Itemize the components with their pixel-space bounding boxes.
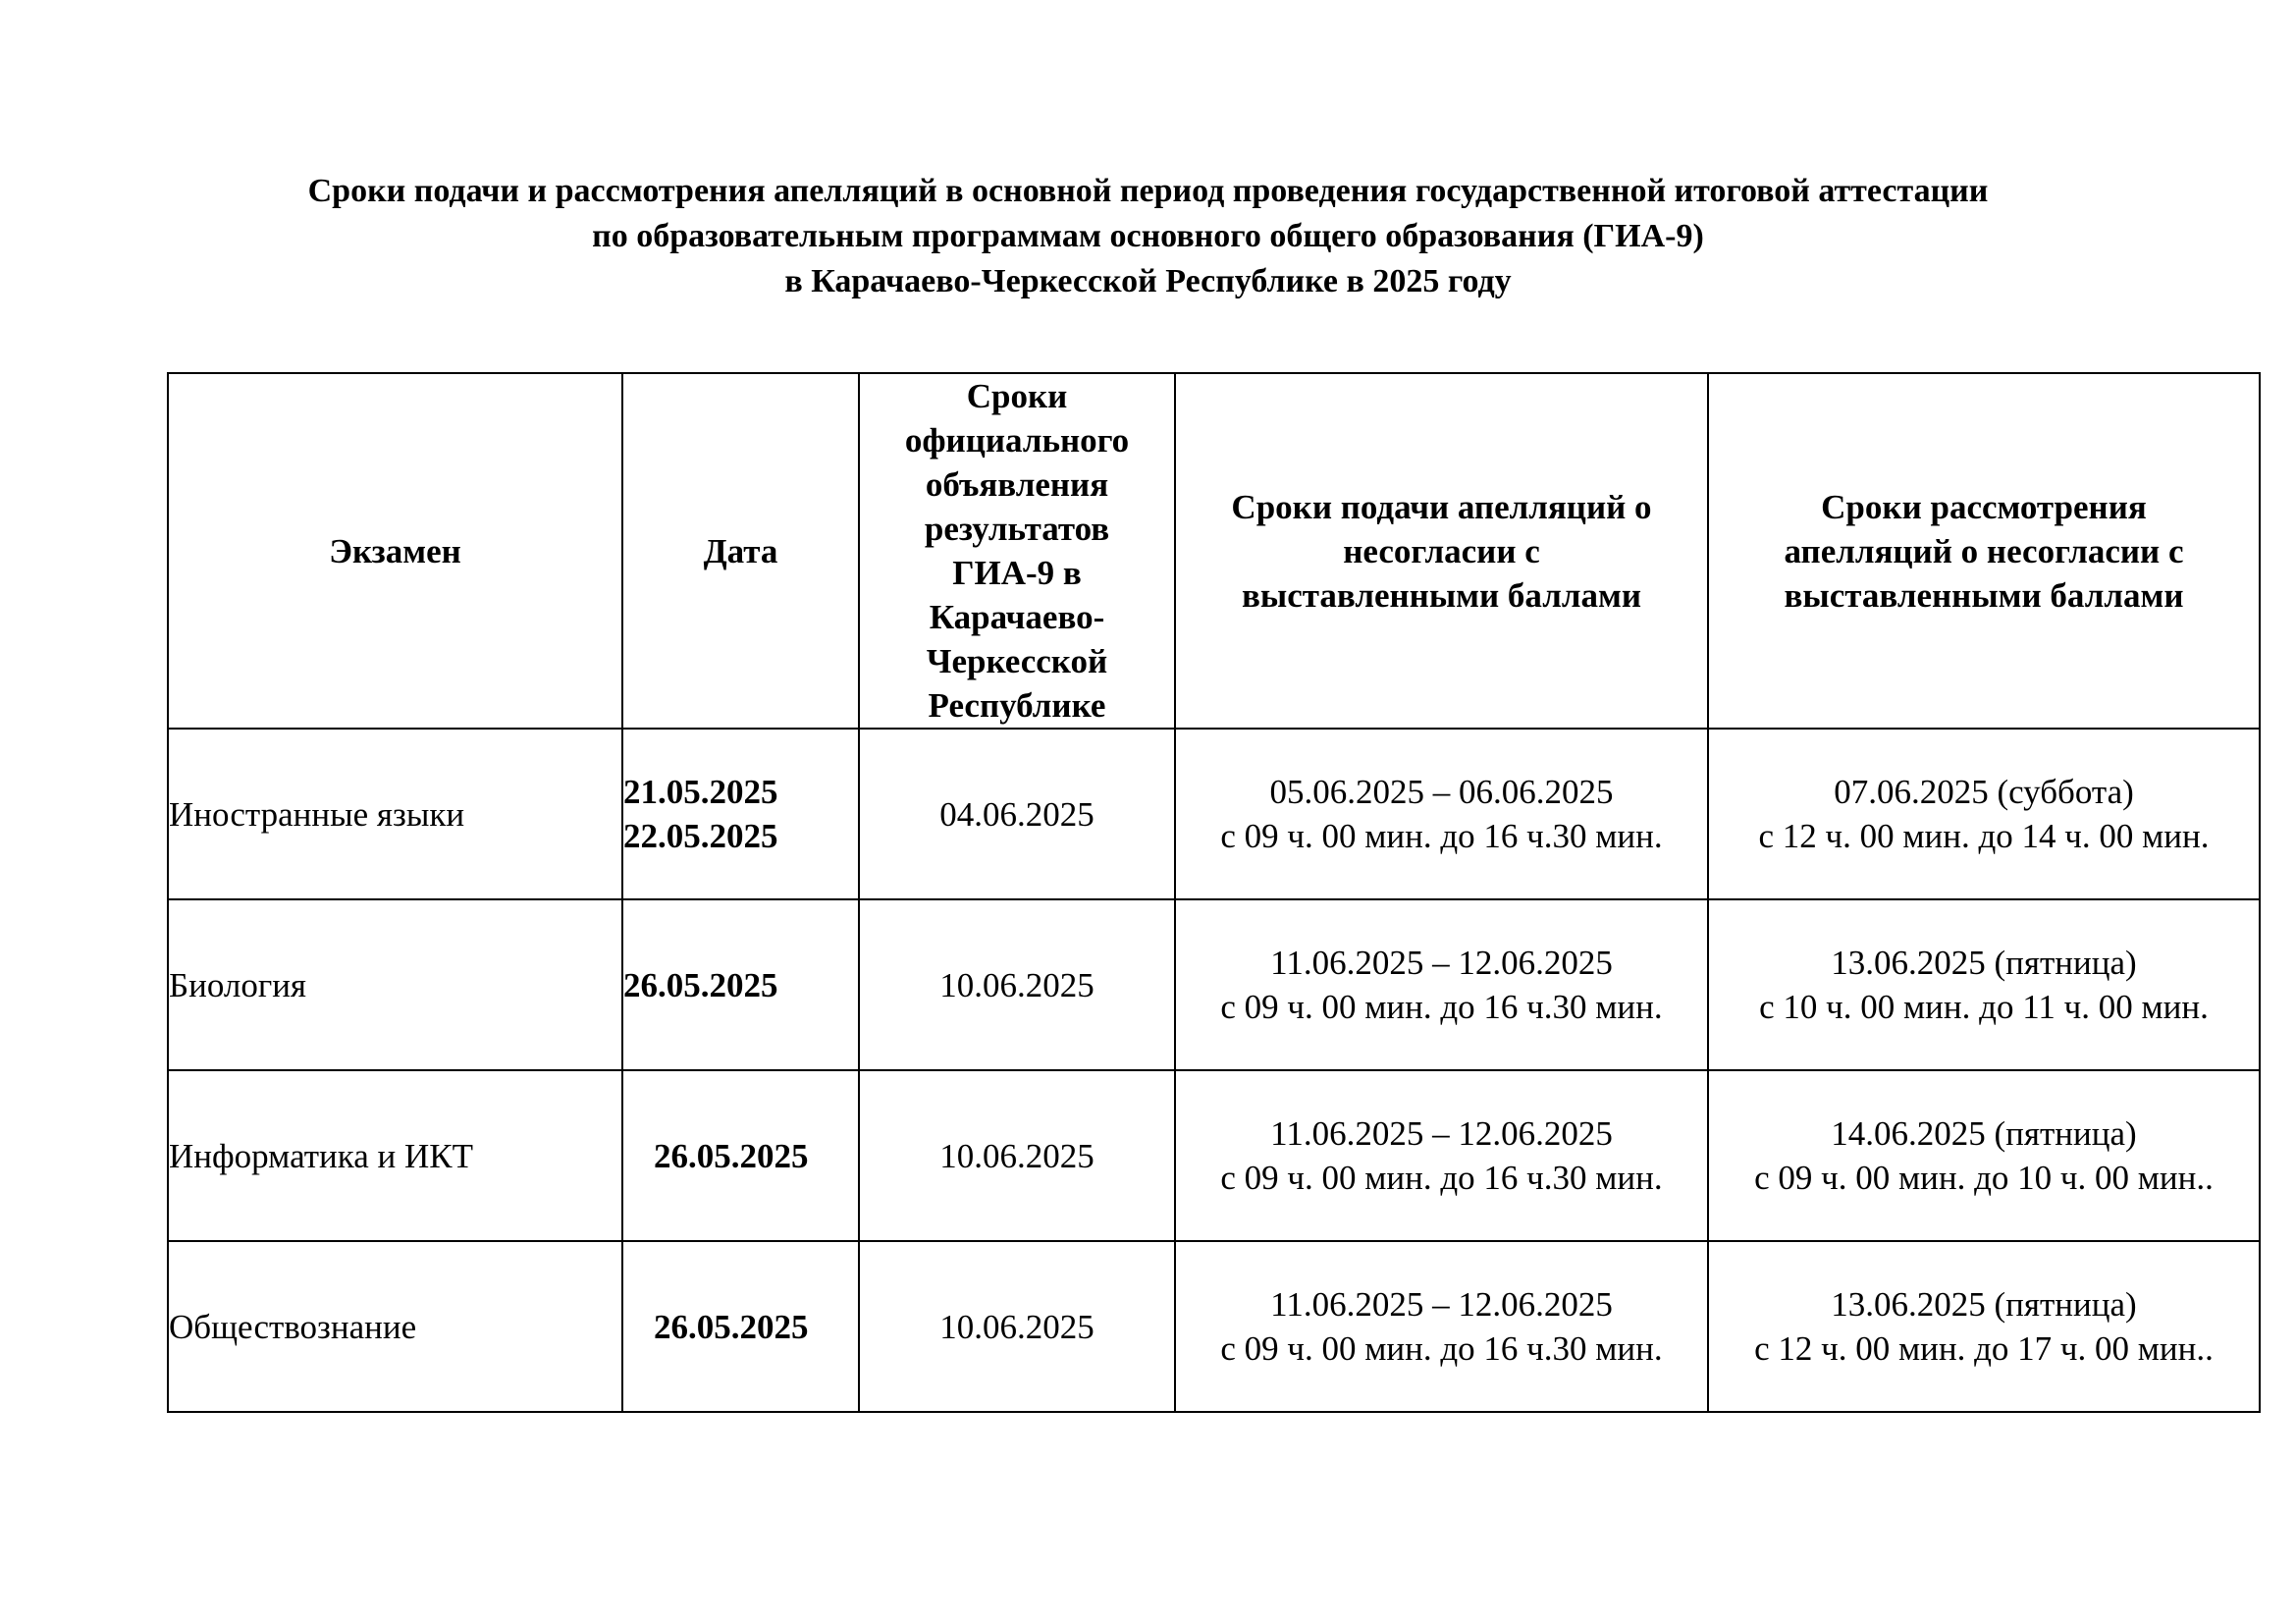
header-line: Республике (928, 686, 1106, 725)
submission-dates: 11.06.2025 – 12.06.2025 (1270, 944, 1613, 982)
review-cell (1708, 1070, 2260, 1241)
header-line: Сроки (966, 377, 1068, 415)
exam-date: 21.05.2025 (623, 773, 778, 811)
submission-dates: 11.06.2025 – 12.06.2025 (1270, 1114, 1613, 1153)
submission-hours: с 09 ч. 00 мин. до 16 ч.30 мин. (1220, 1159, 1663, 1197)
submission-cell (1175, 899, 1708, 1070)
table-row (168, 1241, 2260, 1412)
exam-cell: Биология (168, 899, 622, 1070)
date-cell (622, 1070, 859, 1241)
submission-hours: с 09 ч. 00 мин. до 16 ч.30 мин. (1220, 817, 1663, 855)
submission-dates: 05.06.2025 – 06.06.2025 (1269, 773, 1614, 811)
submission-cell (1175, 729, 1708, 899)
header-line: выставленными баллами (1242, 575, 1641, 615)
submission-cell (1175, 1070, 1708, 1241)
submission-dates: 11.06.2025 – 12.06.2025 (1270, 1285, 1613, 1324)
review-cell (1708, 899, 2260, 1070)
review-cell (1708, 1241, 2260, 1412)
title-line: Сроки подачи и рассмотрения апелляций в основной период проведения государственной итоговой аттестации (307, 173, 1989, 209)
exam-date: 26.05.2025 (654, 1307, 809, 1346)
header-date: Дата (622, 373, 859, 729)
title-line: в Карачаево-Черкесской Республике в 2025 году (784, 263, 1512, 299)
date-cell (622, 1241, 859, 1412)
header-appeal-review (1708, 373, 2260, 729)
exam-date: 26.05.2025 (623, 965, 778, 1004)
header-line: несогласии с (1343, 531, 1540, 570)
review-date: 14.06.2025 (пятница) (1831, 1114, 2137, 1153)
header-line: результатов (924, 510, 1110, 548)
review-date: 07.06.2025 (суббота) (1834, 773, 2134, 811)
review-cell (1708, 729, 2260, 899)
review-date: 13.06.2025 (пятница) (1831, 944, 2137, 982)
appeals-schedule-table (167, 372, 2261, 1413)
header-line: Карачаево- (929, 598, 1105, 636)
submission-hours: с 09 ч. 00 мин. до 16 ч.30 мин. (1220, 988, 1663, 1026)
results-date-cell: 10.06.2025 (859, 1070, 1175, 1241)
table-row (168, 899, 2260, 1070)
exam-date: 22.05.2025 (623, 817, 778, 855)
document-title (0, 169, 2296, 304)
header-line: апелляций о несогласии с (1784, 531, 2184, 570)
header-line: официального (904, 421, 1130, 460)
header-line: Черкесской (926, 642, 1108, 680)
exam-cell: Иностранные языки (168, 729, 622, 899)
table-header-row (168, 373, 2260, 729)
header-line: объявления (925, 465, 1109, 504)
results-date-cell: 10.06.2025 (859, 1241, 1175, 1412)
title-line: по образовательным программам основного общего образования (ГИА-9) (592, 218, 1704, 254)
submission-cell (1175, 1241, 1708, 1412)
review-hours: с 12 ч. 00 мин. до 17 ч. 00 мин.. (1754, 1329, 2214, 1368)
exam-cell: Обществознание (168, 1241, 622, 1412)
header-exam: Экзамен (168, 373, 622, 729)
exam-cell: Информатика и ИКТ (168, 1070, 622, 1241)
review-hours: с 09 ч. 00 мин. до 10 ч. 00 мин.. (1754, 1159, 2214, 1197)
date-cell (622, 729, 859, 899)
header-line: выставленными баллами (1784, 575, 2184, 615)
header-appeal-submission (1175, 373, 1708, 729)
submission-hours: с 09 ч. 00 мин. до 16 ч.30 мин. (1220, 1329, 1663, 1368)
exam-date: 26.05.2025 (654, 1136, 809, 1175)
review-hours: с 10 ч. 00 мин. до 11 ч. 00 мин. (1759, 988, 2209, 1026)
date-cell (622, 899, 859, 1070)
table-row (168, 1070, 2260, 1241)
header-line: ГИА-9 в (952, 554, 1082, 592)
header-line: Сроки подачи апелляций о (1231, 487, 1652, 526)
header-line: Сроки рассмотрения (1821, 487, 2147, 526)
review-hours: с 12 ч. 00 мин. до 14 ч. 00 мин. (1758, 817, 2210, 855)
results-date-cell: 04.06.2025 (859, 729, 1175, 899)
table-row (168, 729, 2260, 899)
header-results-announcement (859, 373, 1175, 729)
results-date-cell: 10.06.2025 (859, 899, 1175, 1070)
review-date: 13.06.2025 (пятница) (1831, 1285, 2137, 1324)
